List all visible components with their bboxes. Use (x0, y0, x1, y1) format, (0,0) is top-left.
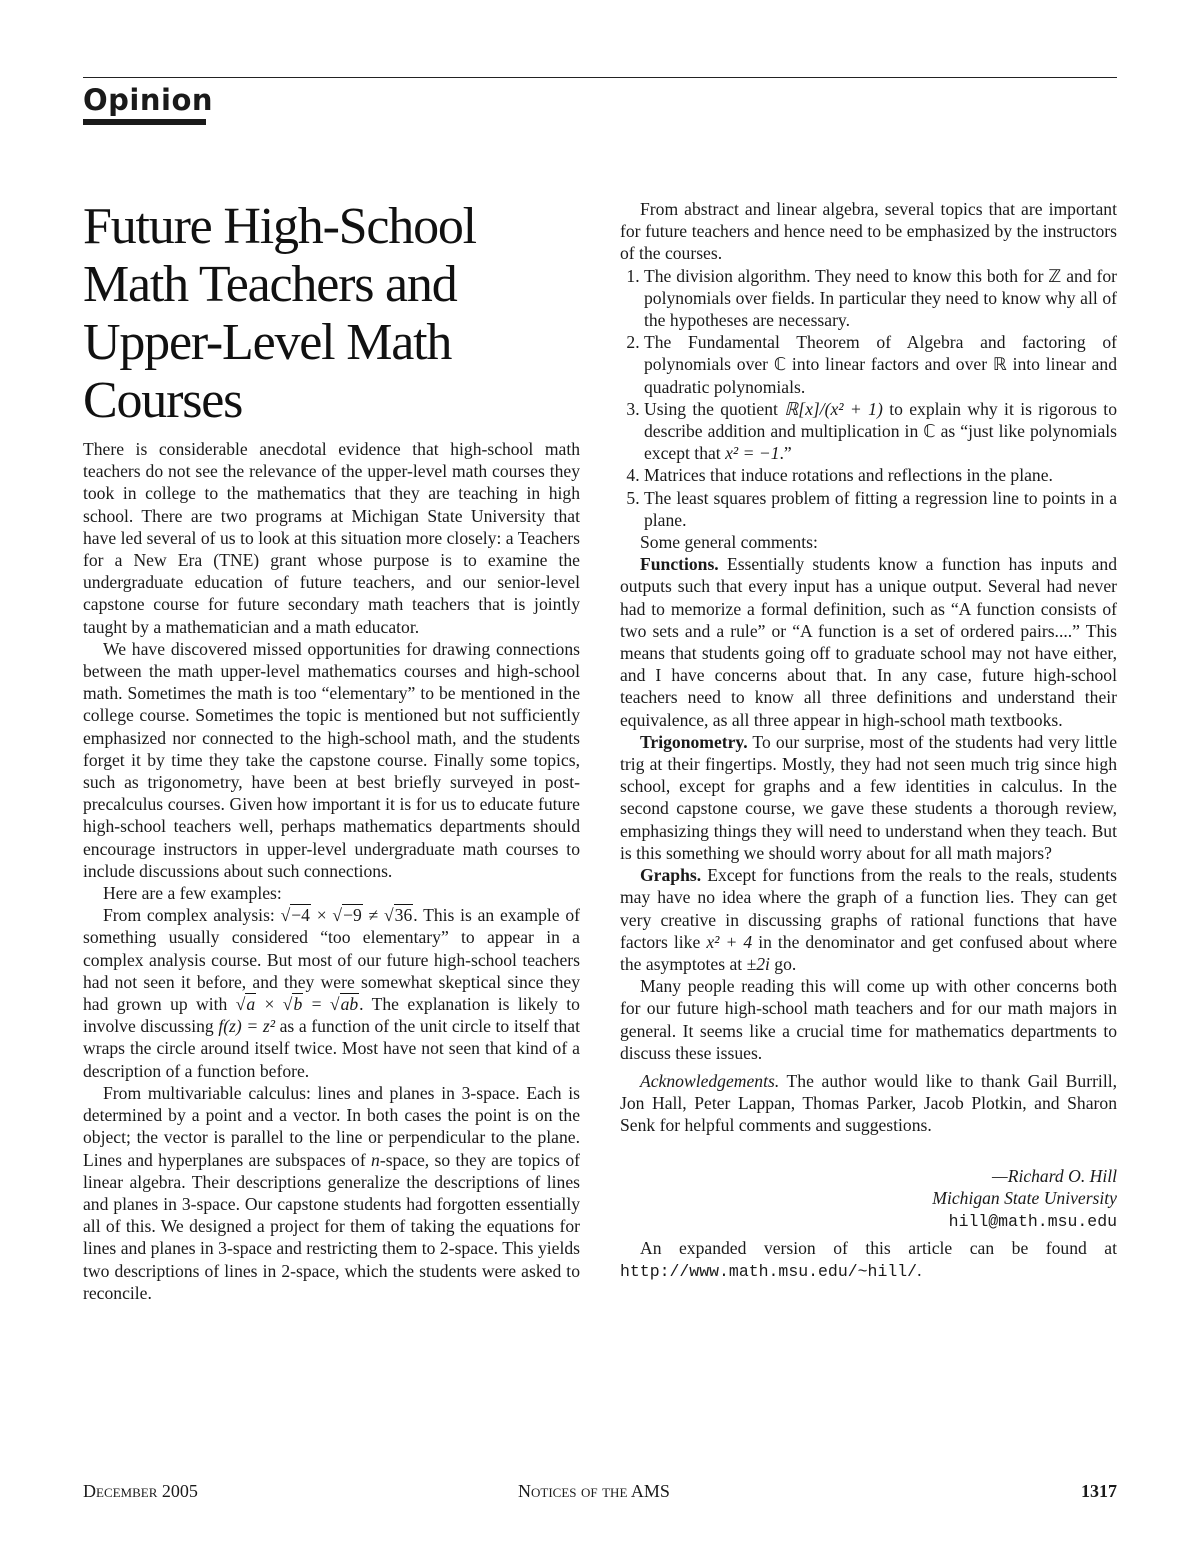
text: Essentially students know a function has inputs and outputs such that every input has a unique output. Several had never had to memorize a formal definition, such as “A function consists of two sets and a rule” or “A function is a set of ordered pairs....” This means that students going off to graduate school may not have either, and I have concerns about that. In any case, future high-school teachers need to know all three definitions and understand their equivalence, as all three appear in high-school math textbooks. (620, 554, 1117, 730)
left-column (83, 198, 580, 1304)
paragraph: We have discovered missed opportunities for drawing connections between the math upper-level mathematics courses and high-school math. Sometimes the math is too “elementary” to be mentioned in the college course. Sometimes the topic is mentioned but not sufficiently emphasized nor connected to the high-school math, and the students forget it by time they take the capstone course. Finally some topics, such as trigonometry, have been at best briefly surveyed in post-precalculus courses. Given how important it is for us to educate future high-school teachers well, perhaps mathematics departments should encourage instructors in upper-level undergraduate math courses to include discussions about such connections. (83, 638, 580, 881)
math-expression: ℝ[x]/(x² + 1) (784, 398, 883, 419)
math-sqrt-symbol: √ (383, 905, 394, 926)
list-item: 2. The Fundamental Theorem of Algebra and factoring of polynomials over ℂ into linear factors and over ℝ into linear and quadratic polynomials. (644, 331, 1117, 398)
math-expression: f(z) = z² (218, 1016, 275, 1037)
text: From multivariable calculus: lines and planes in 3-space. Each is determined by a point and a vector. In both cases the point is on the object; the vector is parallel to the line or perpendicular to the plane. Lines and hyperplanes are subspaces of (83, 1082, 580, 1170)
text: . This is an example of something usually considered “too elementary” to appear in a complex analysis course. But most of our future high-school teachers had not seen it before, and they were somewhat skeptical since they had grown up with (83, 905, 580, 1015)
paragraph: There is considerable anecdotal evidence that high-school math teachers do not see the relevance of the upper-level math courses they took in college to the mathematics that they are teaching in high school. There are two programs at Michigan State University that have led several of us to look at this situation more closely: a Teachers for a New Era (TNE) grant whose purpose is to examine the undergraduate education of future teachers, and our senior-level capstone course for future secondary math teachers that is jointly taught by a mathematician and a math educator. (83, 439, 580, 637)
paragraph-complex-analysis (83, 904, 580, 1082)
math-sqrt-symbol: √ (282, 994, 293, 1015)
run-in-heading: Graphs. (640, 865, 702, 886)
math-expression: ±2i (746, 953, 770, 974)
run-in-heading: Functions. (640, 554, 719, 575)
math-op: × (310, 905, 333, 926)
expanded-url-link[interactable]: http://www.math.msu.edu/~hill/ (620, 1262, 918, 1282)
text: .” (779, 443, 792, 464)
section-label: Opinion (83, 83, 214, 117)
math-sqrt-symbol: √ (332, 905, 343, 926)
paragraph: From abstract and linear algebra, several topics that are important for future teachers and hence need to be emphasized by the instructors of the courses. (620, 199, 1117, 264)
footer-journal: Notices of the AMS (518, 1481, 670, 1501)
math-sqrt-symbol: √ (235, 994, 246, 1015)
text: to explain why it is rigorous to describe addition and multiplication in ℂ as “just like polynomials except that (644, 398, 1117, 464)
signature-name: —Richard O. Hill (992, 1165, 1117, 1186)
paragraph-acknowledgements (620, 1070, 1117, 1137)
paragraph: Here are a few examples: (103, 883, 282, 904)
math-radicand: a (246, 994, 256, 1015)
spacer (620, 1137, 1117, 1165)
signature-affiliation: Michigan State University (932, 1187, 1117, 1208)
text: go. (769, 953, 797, 974)
run-in-heading: Acknowledgements. (640, 1070, 780, 1091)
list-item (644, 398, 1117, 465)
math-radicand: 36 (394, 905, 413, 926)
paragraph: Many people reading this will come up with other concerns both for our future high-school math teachers and for our math majors in general. It seems like a crucial time for mathematics departments to discuss these issues. (620, 976, 1117, 1063)
text: as a function of the unit circle to itself that wraps the circle around itself twice. Most have not seen that kind of a description of a function before. (83, 1016, 580, 1081)
signature-email[interactable]: hill@math.msu.edu (948, 1211, 1117, 1231)
list-item: 1. The division algorithm. They need to know this both for ℤ and for polynomials over fields. In particular they need to know why all of the hypotheses are necessary. (644, 265, 1117, 332)
paragraph: Some general comments: (640, 532, 818, 553)
text: Using the quotient (644, 398, 785, 419)
text: . (917, 1260, 922, 1281)
math-expression: x² = −1 (725, 443, 780, 464)
text: -space, so they are topics of linear algebra. Their descriptions generalize the descriptions of lines and planes in 3-space. Our capstone students had forgotten essentially all of this. We designed a project for them of taking the equations for lines and planes in 3-space and restricting them to 2-space. This yields two descriptions of lines in 2-space, which the students were asked to reconcile. (83, 1149, 580, 1303)
math-radicand: b (293, 994, 303, 1015)
top-rule (83, 77, 1117, 78)
right-column (620, 198, 1117, 1284)
math-sqrt-symbol: √ (280, 905, 291, 926)
text: An expanded version of this article can be found at (640, 1238, 1117, 1259)
text: in the denominator and get confused about where the asymptotes at (620, 931, 1118, 974)
math-expression: x² + 4 (706, 931, 753, 952)
right-body (620, 198, 1117, 1284)
text: From complex analysis: (103, 905, 281, 926)
math-op: = (303, 994, 330, 1015)
text: . The explanation is likely to involve discussing (83, 994, 580, 1037)
text: To our surprise, most of the students had very little trig at their fingertips. Mostly, they had not seen much trig since high school, except for graphs and a few identities in calculus. In the second capstone course, we gave these students a thorough review, emphasizing things they will need to understand when they teach. But is this something we should worry about for all math majors? (620, 731, 1117, 863)
run-in-heading: Trigonometry. (640, 731, 748, 752)
math-radicand: −9 (343, 905, 362, 926)
article-title: Future High-School Math Teachers and Upper-Level Math Courses (83, 198, 476, 429)
paragraph-expanded (620, 1237, 1117, 1283)
paragraph-multivariable (83, 1082, 580, 1304)
footer-date: December 2005 (83, 1481, 198, 1501)
math-radicand: −4 (291, 905, 310, 926)
footer-page-number: 1317 (1081, 1481, 1117, 1501)
paragraph-graphs (620, 864, 1117, 975)
topic-list (620, 265, 1117, 531)
math-sqrt-symbol: √ (329, 994, 340, 1015)
section-underline (83, 119, 206, 125)
left-body (83, 438, 580, 1304)
math-op: × (256, 994, 283, 1015)
math-op: ≠ (362, 905, 384, 926)
math-radicand: ab (340, 994, 359, 1015)
text: Except for functions from the reals to the reals, students may have no idea where the graph of a function lies. They can get very creative in discussing graphs of rational functions that have factors like (620, 865, 1117, 952)
text: The author would like to thank Gail Burrill, Jon Hall, Peter Lappan, Thomas Parker, Jacob Plotkin, and Sharon Senk for helpful comments and suggestions. (620, 1070, 1117, 1136)
math-variable: n (371, 1149, 380, 1170)
paragraph-trigonometry (620, 731, 1117, 864)
list-item: 5. The least squares problem of fitting a regression line to points in a plane. (644, 487, 1117, 531)
list-item: 4. Matrices that induce rotations and reflections in the plane. (644, 464, 1117, 486)
paragraph-functions (620, 553, 1117, 731)
